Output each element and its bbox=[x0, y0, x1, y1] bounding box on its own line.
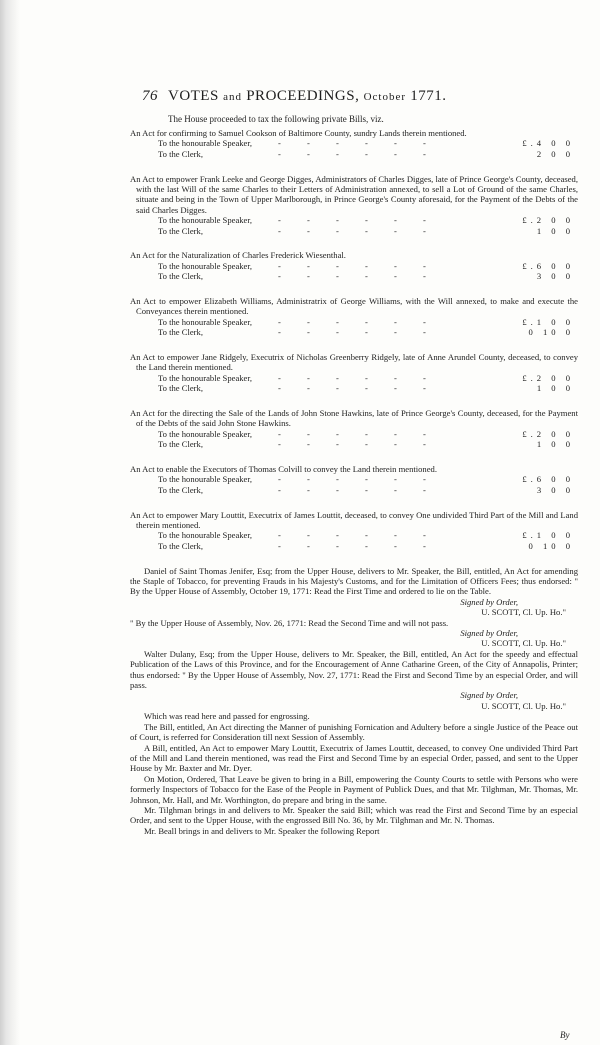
bill-entry bbox=[130, 464, 578, 496]
clerk-fee-row bbox=[130, 271, 578, 282]
clerk-fee-row bbox=[130, 226, 578, 237]
clerk-fee-row bbox=[130, 149, 578, 160]
leader-dashes: - - - - - - bbox=[278, 439, 438, 450]
fee-amount: 1 0 0 bbox=[536, 439, 574, 450]
bill-title: An Act for the directing the Sale of the Lands of John Stone Hawkins, late of Prince George's County, deceased, for the Payment of the Debts of the said John Stone Hawkins. bbox=[130, 408, 578, 429]
proceeding-jenifer: Daniel of Saint Thomas Jenifer, Esq; from the Upper House, delivers to Mr. Speaker, the Bill, entitled, An Act for amending the Staple of Tobacco, for preventing Frauds in his Majesty's Customs, and for the Limitation of Officers Fees; thus endorsed: " By the Upper House of Assembly, October 19, 1771: Read the First Time and ordered to lie on the Table. bbox=[130, 565, 578, 597]
leader-dashes: - - - - - - bbox=[278, 474, 438, 485]
clerk-signature: U. SCOTT, Cl. Up. Ho." bbox=[481, 607, 566, 618]
leader-dashes: - - - - - - bbox=[278, 260, 438, 271]
leader-dashes: - - - - - - bbox=[278, 428, 438, 439]
leader-dashes: - - - - - - bbox=[278, 485, 438, 495]
bill-title: An Act to empower Jane Ridgely, Executrix of Nicholas Greenberry Ridgely, late of Anne Arundel County, deceased, to convey the Land therein mentioned. bbox=[130, 352, 578, 373]
page-body bbox=[130, 128, 578, 836]
fee-amount: 0 10 0 bbox=[528, 541, 574, 551]
leader-dashes: - - - - - - bbox=[278, 541, 438, 551]
fee-recipient-label: To the honourable Speaker, bbox=[158, 530, 253, 541]
fee-amount: 1 0 0 bbox=[536, 225, 574, 236]
fee-recipient-label: To the honourable Speaker, bbox=[158, 372, 253, 383]
proceeding-motion: On Motion, Ordered, That Leave be given to bring in a Bill, empowering the County Courts to settle with Persons who were formerly Inspectors of Tobacco for the Ease of the People in Payment of Publick Dues, and that Mr. Tilghman, Mr. Thomas, Mr. Johnson, Mr. Hall, and Mr. Worthington, do prepare and bring in the same. bbox=[130, 773, 578, 805]
fee-amount: 3 0 0 bbox=[536, 271, 574, 282]
signed-by-order: Signed by Order, bbox=[460, 628, 518, 639]
page-header bbox=[142, 88, 542, 105]
catchword: By bbox=[560, 1030, 570, 1040]
proceeding-louttit-bill: A Bill, entitled, An Act to empower Mary Louttit, Executrix of James Louttit, deceased, to convey One undivided Third Part of the Mill and Land therein mentioned, was read the First and Second Time by an especial Order, passed, and sent to the Upper House by Mr. Baxter and Mr. Dyer. bbox=[130, 742, 578, 774]
speaker-fee-row bbox=[130, 261, 578, 272]
fee-recipient-label: To the Clerk, bbox=[158, 149, 203, 159]
page-number: 76 bbox=[142, 88, 158, 104]
leader-dashes: - - - - - - bbox=[278, 372, 438, 383]
speaker-fee-row bbox=[130, 530, 578, 541]
fee-recipient-label: To the Clerk, bbox=[158, 439, 203, 450]
proceeding-dulany: Walter Dulany, Esq; from the Upper House, delivers to Mr. Speaker, the Bill, entitled, An Act for the speedy and effectual Publication of the Laws of this Province, and for the Encouragement of Anne Catharine Green, of the City of Annapolis, Printer; thus endorsed: " By the Upper House of Assembly, Nov. 27, 1771: Read the First and Second Time by an especial Order, and will pass. bbox=[130, 648, 578, 691]
clerk-fee-row bbox=[130, 485, 578, 496]
fee-recipient-label: To the Clerk, bbox=[158, 225, 203, 236]
bill-title: An Act to empower Mary Louttit, Executrix of James Louttit, deceased, to convey One undivided Third Part of the Mill and Land therein mentioned. bbox=[130, 509, 578, 530]
binding-gutter bbox=[0, 0, 20, 1045]
header-year: 1771. bbox=[410, 88, 447, 104]
clerk-fee-row bbox=[130, 439, 578, 450]
clerk-signature: U. SCOTT, Cl. Up. Ho." bbox=[481, 638, 566, 649]
speaker-fee-row bbox=[130, 317, 578, 328]
bill-title: An Act for confirming to Samuel Cookson of Baltimore County, sundry Lands therein mentioned. bbox=[130, 128, 467, 138]
bill-entry bbox=[130, 510, 578, 552]
fee-amount: £.2 0 0 bbox=[522, 428, 574, 439]
fee-recipient-label: To the Clerk, bbox=[158, 271, 203, 282]
bill-title: An Act to enable the Executors of Thomas Colvill to convey the Land therein mentioned. bbox=[130, 464, 437, 474]
leader-dashes: - - - - - - bbox=[278, 271, 438, 282]
fee-amount: £.6 0 0 bbox=[522, 260, 574, 271]
fee-amount: £.4 0 0 bbox=[522, 138, 574, 149]
clerk-fee-row bbox=[130, 541, 578, 552]
fee-recipient-label: To the honourable Speaker, bbox=[158, 428, 253, 439]
proceeding-second-reading: " By the Upper House of Assembly, Nov. 26, 1771: Read the Second Time and will not pass. bbox=[130, 617, 449, 628]
proceedings bbox=[130, 566, 578, 837]
proceeding-beall: Mr. Beall brings in and delivers to Mr. Speaker the following Report bbox=[144, 825, 380, 836]
fee-amount: £.2 0 0 bbox=[522, 372, 574, 383]
clerk-fee-row bbox=[130, 327, 578, 338]
fee-amount: 3 0 0 bbox=[536, 485, 574, 495]
signed-by-order: Signed by Order, bbox=[460, 690, 518, 701]
intro-line: The House proceeded to tax the following private Bills, viz. bbox=[168, 114, 384, 124]
bill-entry bbox=[130, 296, 578, 338]
fee-amount: 0 10 0 bbox=[528, 327, 574, 338]
bill-title: An Act to empower Frank Leeke and George Digges, Administrators of Charles Digges, late of Prince George's County, deceased, with the last Will of the same Charles to their Letters of Administration annexed, to sell a Lot of Ground of the same Charles, situate and being in the Town of Upper Marlborough, in Prince George's County aforesaid, for the Payment of the Debts of the said Charles Digges. bbox=[130, 173, 578, 215]
bill-entry bbox=[130, 250, 578, 282]
proceeding-tilghman: Mr. Tilghman brings in and delivers to Mr. Speaker the said Bill; which was read the First and Second Time by an especial Order, and sent to the Upper House, with the engrossed Bill No. 36, by Mr. Tilghman and Mr. N. Thomas. bbox=[130, 804, 578, 826]
fee-amount: £.6 0 0 bbox=[522, 474, 574, 485]
header-month: October bbox=[363, 91, 407, 103]
bill-title: An Act to empower Elizabeth Williams, Administratrix of George Williams, with the Will annexed, to make and execute the Conveyances therein mentioned. bbox=[130, 296, 578, 317]
speaker-fee-row bbox=[130, 215, 578, 226]
clerk-signature: U. SCOTT, Cl. Up. Ho." bbox=[481, 700, 566, 711]
leader-dashes: - - - - - - bbox=[278, 138, 438, 149]
fee-recipient-label: To the Clerk, bbox=[158, 485, 203, 495]
proceeding-engrossing: Which was read here and passed for engrossing. bbox=[144, 711, 310, 722]
leader-dashes: - - - - - - bbox=[278, 215, 438, 226]
signed-by-order: Signed by Order, bbox=[460, 596, 518, 607]
fee-recipient-label: To the honourable Speaker, bbox=[158, 215, 253, 226]
speaker-fee-row bbox=[130, 138, 578, 149]
speaker-fee-row bbox=[130, 429, 578, 440]
fee-recipient-label: To the Clerk, bbox=[158, 383, 203, 394]
bill-entry bbox=[130, 128, 578, 160]
fee-recipient-label: To the honourable Speaker, bbox=[158, 474, 253, 485]
fee-amount: 1 0 0 bbox=[536, 383, 574, 394]
bill-entry bbox=[130, 352, 578, 394]
leader-dashes: - - - - - - bbox=[278, 327, 438, 338]
fee-recipient-label: To the honourable Speaker, bbox=[158, 138, 253, 149]
fee-recipient-label: To the Clerk, bbox=[158, 541, 203, 551]
fee-amount: £.1 0 0 bbox=[522, 530, 574, 541]
fee-amount: £.2 0 0 bbox=[522, 215, 574, 226]
speaker-fee-row bbox=[130, 373, 578, 384]
header-title-votes: VOTES bbox=[167, 88, 219, 104]
fee-amount: 2 0 0 bbox=[536, 149, 574, 159]
leader-dashes: - - - - - - bbox=[278, 530, 438, 541]
leader-dashes: - - - - - - bbox=[278, 225, 438, 236]
proceeding-fornication-bill: The Bill, entitled, An Act directing the Manner of punishing Fornication and Adultery before a single Justice of the Peace out of Court, is referred for Consideration till next Session of Assembly. bbox=[130, 721, 578, 743]
fee-recipient-label: To the honourable Speaker, bbox=[158, 316, 253, 327]
leader-dashes: - - - - - - bbox=[278, 316, 438, 327]
leader-dashes: - - - - - - bbox=[278, 149, 438, 159]
bill-entry bbox=[130, 174, 578, 237]
header-title-proceedings: PROCEEDINGS, bbox=[246, 88, 360, 104]
fee-recipient-label: To the Clerk, bbox=[158, 327, 203, 338]
fee-recipient-label: To the honourable Speaker, bbox=[158, 260, 253, 271]
clerk-fee-row bbox=[130, 383, 578, 394]
bill-entry bbox=[130, 408, 578, 450]
bills-list bbox=[130, 128, 578, 552]
fee-amount: £.1 0 0 bbox=[522, 316, 574, 327]
bill-title: An Act for the Naturalization of Charles Frederick Wiesenthal. bbox=[130, 250, 346, 261]
speaker-fee-row bbox=[130, 474, 578, 485]
header-title-and: and bbox=[223, 91, 242, 103]
leader-dashes: - - - - - - bbox=[278, 383, 438, 394]
